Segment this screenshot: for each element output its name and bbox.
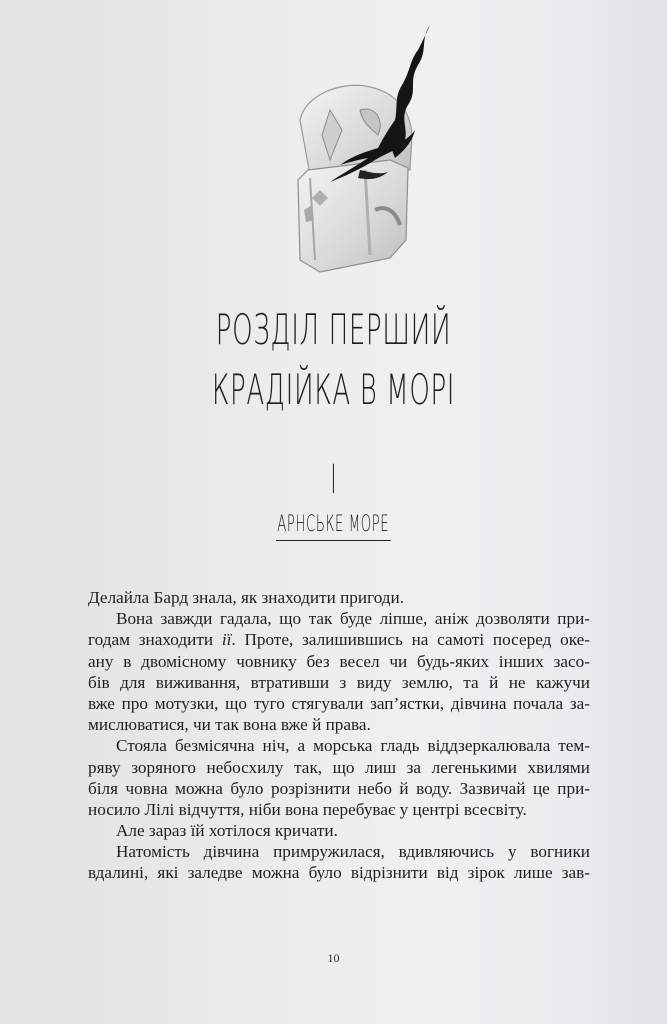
paragraph-line: біля човна можна було розрізнити небо й воду. Зазвичай це при- bbox=[88, 778, 590, 798]
paragraph-line: ану в двомісному човнику без весел чи будь-яких інших засо- bbox=[88, 651, 590, 671]
section-number: I bbox=[330, 457, 337, 503]
text-run: годам знаходити bbox=[88, 630, 222, 650]
page-number: 10 bbox=[327, 951, 340, 965]
italic-emphasis: ії bbox=[221, 630, 232, 650]
paragraph-line bbox=[88, 629, 590, 650]
text-run: . Проте, залишившись на самоті посеред оке- bbox=[231, 630, 590, 650]
paragraph-line: ряву зоряного небосхилу так, що лиш за легенькими хвилями bbox=[88, 757, 590, 777]
section-subtitle: АРНСЬКЕ МОРЕ bbox=[276, 512, 390, 541]
paragraph-line: вже про мотузки, що туго стягували зап’ястки, дівчина почала за- bbox=[88, 693, 590, 713]
paragraph-line: носило Лілі відчуття, ніби вона перебуває у центрі всесвіту. bbox=[88, 799, 527, 819]
paragraph-line: Натомість дівчина примружилася, вдивляючись у вогники bbox=[116, 842, 590, 862]
paragraph-line: Але зараз їй хотілося кричати. bbox=[116, 821, 338, 841]
paragraph-line: мислюватися, чи так вона вже й права. bbox=[88, 715, 371, 735]
helmet-illustration bbox=[270, 10, 440, 275]
paragraph-line: Стояла безмісячна ніч, а морська гладь віддзеркалювала тем- bbox=[116, 736, 590, 756]
section-subtitle-container bbox=[0, 512, 667, 541]
chapter-title-line-1: РОЗДІЛ ПЕРШИЙ bbox=[215, 305, 452, 354]
paragraph-line: Делайла Бард знала, як знаходити пригоди. bbox=[88, 588, 405, 607]
paragraph-line: Вона завжди гадала, що так буде ліпше, аніж дозволяти при- bbox=[116, 609, 590, 629]
chapter-title-line-2: КРАДІЙКА В МОРІ bbox=[211, 365, 456, 414]
paragraph-line: бів для виживання, втративши з виду землю, та й не кажучи bbox=[88, 672, 590, 692]
paragraph-line: вдалині, які заледве можна було відрізнити від зірок лише зав- bbox=[88, 863, 590, 883]
body-text bbox=[88, 587, 590, 884]
